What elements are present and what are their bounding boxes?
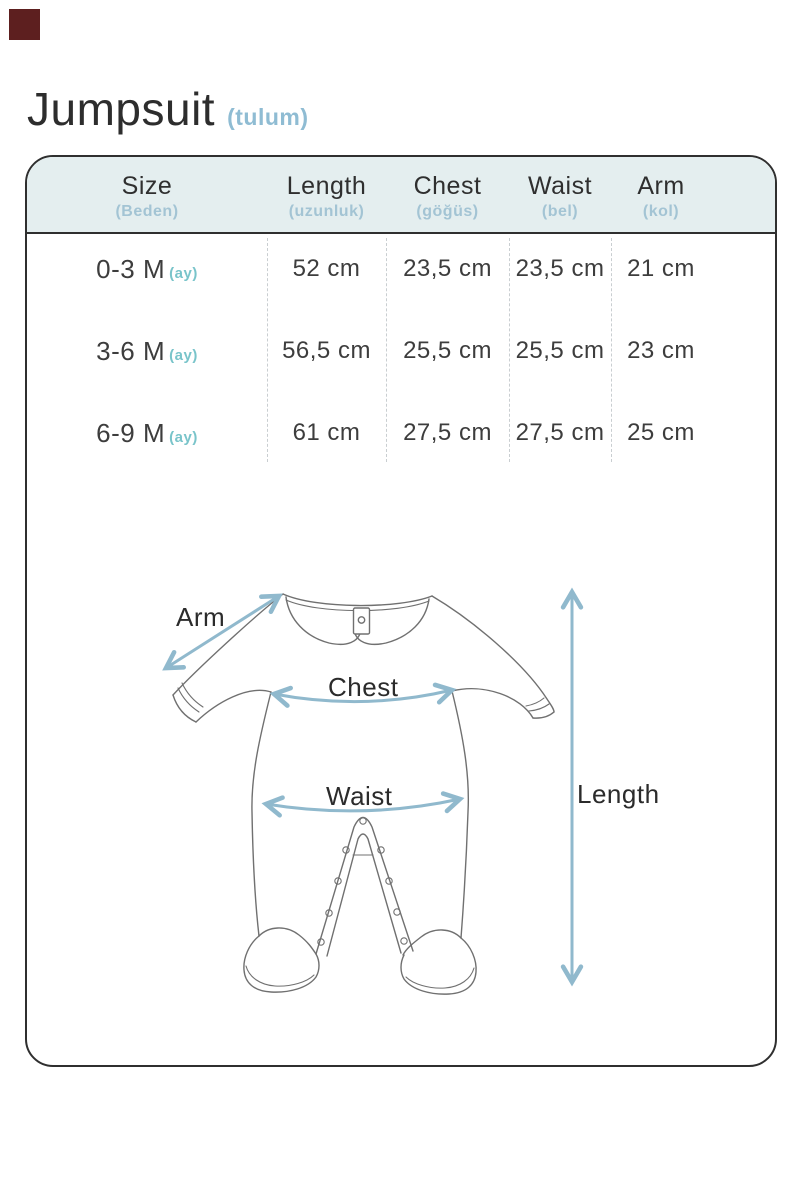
column-divider: [509, 238, 510, 462]
collar-button-placket: [354, 608, 370, 634]
table-body: [27, 228, 775, 474]
size-value: 0-3 M: [96, 253, 166, 284]
chest-cell: 23,5 cm: [403, 255, 492, 282]
size-unit: (ay): [169, 346, 198, 364]
waist-label: Waist: [326, 781, 393, 811]
size-value: 6-9 M: [96, 417, 166, 448]
column-label: Arm: [637, 172, 685, 200]
size-value: 3-6 M: [96, 335, 166, 366]
chest-label: Chest: [328, 672, 399, 702]
column-label-translation: (göğüs): [416, 203, 479, 220]
waist-cell: 25,5 cm: [515, 337, 605, 364]
arm-cell: 25 cm: [627, 419, 695, 446]
column-label: Size: [121, 172, 173, 200]
table-row: [27, 228, 775, 310]
column-label-translation: (uzunluk): [288, 203, 365, 220]
size-cell: [27, 418, 267, 449]
size-cell: [27, 254, 267, 285]
chest-cell: 27,5 cm: [403, 419, 492, 446]
column-header-length: [267, 157, 386, 232]
page-title-translation: (tulum): [227, 104, 309, 130]
column-divider: [386, 238, 387, 462]
column-label-translation: (Beden): [115, 203, 179, 220]
table-row: [27, 310, 775, 392]
arm-cell: 21 cm: [627, 255, 695, 282]
column-divider: [611, 238, 612, 462]
length-label: Length: [577, 779, 660, 809]
length-cell: 61 cm: [292, 419, 361, 446]
column-header-arm: [611, 157, 775, 232]
table-row: [27, 392, 775, 474]
waist-cell: 27,5 cm: [515, 419, 605, 446]
column-divider: [267, 238, 268, 462]
column-label: Length: [286, 172, 367, 200]
table-header-row: [27, 157, 775, 234]
page-header: [27, 82, 309, 136]
column-header-waist: [509, 157, 611, 232]
length-cell: 56,5 cm: [282, 337, 371, 364]
column-header-chest: [386, 157, 509, 232]
length-cell: 52 cm: [292, 255, 361, 282]
column-label-translation: (kol): [642, 203, 680, 220]
waist-cell: 23,5 cm: [515, 255, 605, 282]
page-title: Jumpsuit: [27, 83, 216, 135]
size-cell: [27, 336, 267, 367]
column-header-size: [27, 157, 267, 232]
size-unit: (ay): [169, 264, 198, 282]
column-label: Waist: [527, 172, 593, 200]
size-unit: (ay): [169, 428, 198, 446]
column-label-translation: (bel): [541, 203, 579, 220]
arm-label: Arm: [176, 602, 226, 632]
column-label: Chest: [413, 172, 482, 200]
brand-color-swatch: [9, 9, 40, 40]
chest-cell: 25,5 cm: [403, 337, 492, 364]
arm-cell: 23 cm: [627, 337, 695, 364]
